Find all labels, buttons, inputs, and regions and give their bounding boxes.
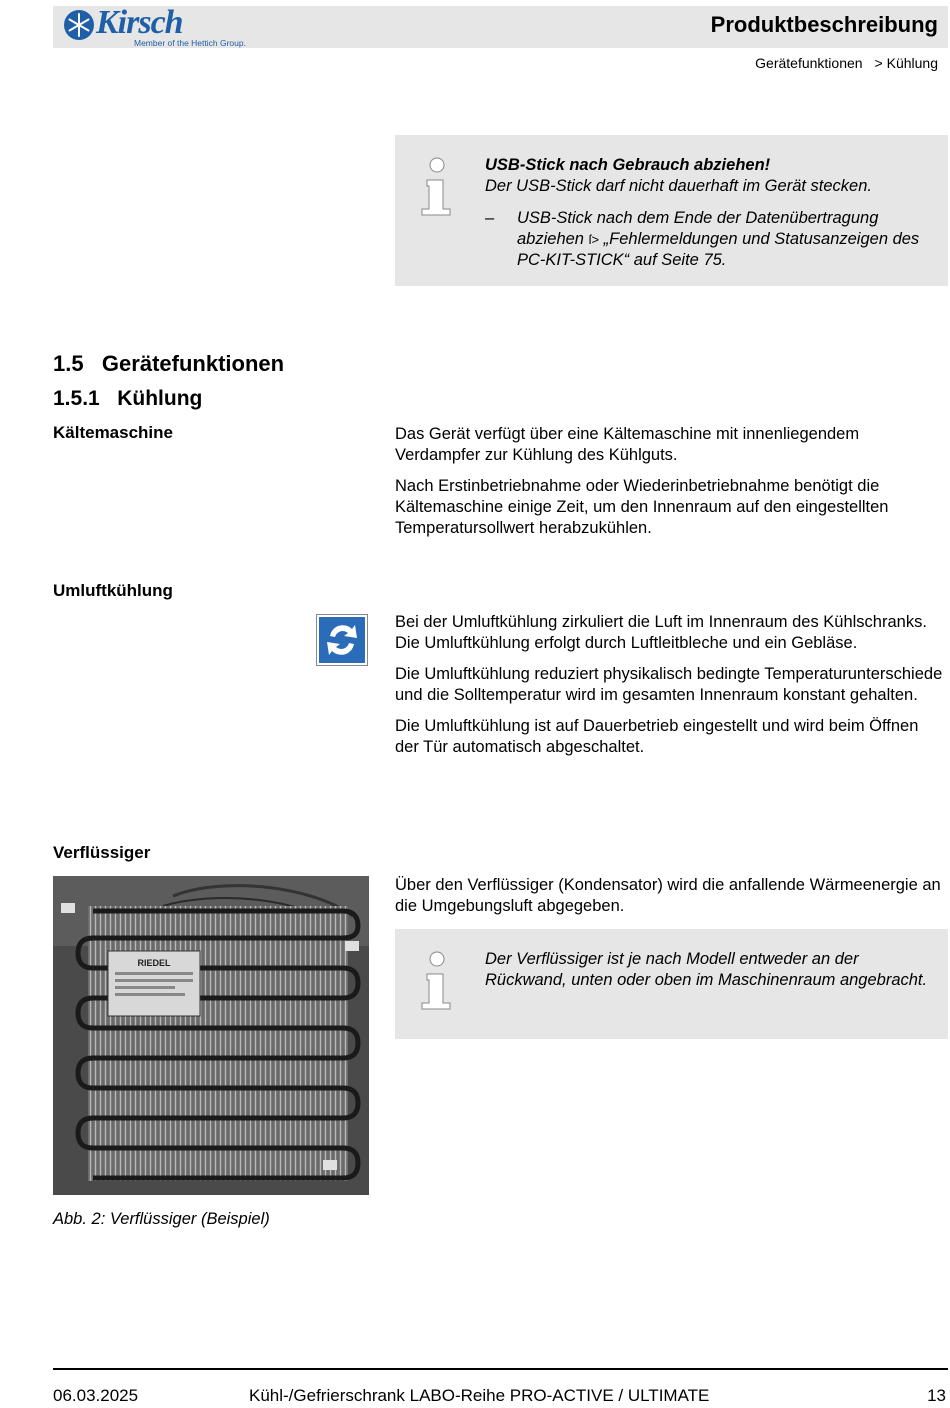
breadcrumb-item[interactable]: Gerätefunktionen bbox=[755, 55, 863, 71]
paragraph: Die Umluftkühlung reduziert physikalisch bedingte Temperaturunterschiede und die Solltemperatur wird im gesamten Innenraum konstant gehalten. bbox=[395, 665, 943, 704]
label-kaeltemaschine: Kältemaschine bbox=[53, 423, 173, 442]
photo-plate-label: RIEDEL bbox=[137, 958, 171, 968]
note-list-text: USB-Stick nach dem Ende der Datenübertragung abziehen bbox=[517, 209, 879, 248]
snowflake-logo-icon bbox=[62, 8, 96, 42]
paragraph: Bei der Umluftkühlung zirkuliert die Luft im Innenraum des Kühlschranks. Die Umluftkühlung erfolgt durch Luftleitbleche und ein Gebläse. bbox=[395, 613, 927, 652]
footer-date: 06.03.2025 bbox=[53, 1386, 139, 1405]
link-arrow-icon: ſ> bbox=[588, 232, 600, 247]
paragraph: Über den Verflüssiger (Kondensator) wird die anfallende Wärmeenergie an die Umgebungsluft abgegeben. bbox=[395, 876, 941, 915]
label-verfluessiger: Verflüssiger bbox=[53, 843, 151, 862]
note-body bbox=[485, 155, 940, 271]
note-list-item bbox=[485, 208, 940, 271]
note-text: Der Verflüssiger ist je nach Modell entweder an der Rückwand, unten oder oben im Maschinenraum angebracht. bbox=[485, 950, 928, 989]
info-icon bbox=[419, 157, 453, 217]
umluft-text bbox=[395, 612, 945, 768]
circulation-fan-icon bbox=[316, 614, 368, 666]
paragraph: Die Umluftkühlung ist auf Dauerbetrieb eingestellt und wird beim Öffnen der Tür automatisch abgeschaltet. bbox=[395, 717, 919, 756]
footer-product: Kühl-/Gefrierschrank LABO-Reihe PRO-ACTIVE / ULTIMATE bbox=[249, 1386, 710, 1405]
kirsch-logo bbox=[62, 4, 247, 48]
figure-caption: Abb. 2: Verflüssiger (Beispiel) bbox=[53, 1210, 270, 1228]
logo-text: Kirsch bbox=[96, 4, 183, 41]
info-note-verfluessiger bbox=[395, 929, 948, 1039]
breadcrumb-item[interactable]: > Kühlung bbox=[874, 55, 938, 71]
breadcrumb bbox=[755, 55, 938, 71]
paragraph: Nach Erstinbetriebnahme oder Wiederinbetriebnahme benötigt die Kältemaschine einige Zeit, um den Innenraum auf den eingestellten Temperatursollwert herabzukühlen. bbox=[395, 477, 889, 537]
verfluessiger-text bbox=[395, 875, 945, 927]
page-number: 13 bbox=[927, 1386, 946, 1405]
subsection-heading: 1.5.1 Kühlung bbox=[53, 387, 203, 410]
info-icon bbox=[419, 951, 453, 1011]
dash-bullet: – bbox=[485, 209, 495, 227]
logo-subtitle: Member of the Hettich Group. bbox=[134, 38, 246, 48]
label-umluftkuehlung: Umluftkühlung bbox=[53, 581, 173, 600]
kaeltemaschine-text bbox=[395, 424, 945, 549]
footer-divider bbox=[53, 1368, 948, 1370]
condenser-photo bbox=[53, 876, 369, 1195]
info-note-usb bbox=[395, 135, 948, 286]
page-title: Produktbeschreibung bbox=[710, 12, 938, 37]
section-heading: 1.5 Gerätefunktionen bbox=[53, 351, 285, 376]
note-title: USB-Stick nach Gebrauch abziehen! bbox=[485, 156, 771, 174]
paragraph: Das Gerät verfügt über eine Kältemaschine mit innenliegendem Verdampfer zur Kühlung des Kühlguts. bbox=[395, 425, 860, 464]
note-text: Der USB-Stick darf nicht dauerhaft im Gerät stecken. bbox=[485, 177, 872, 195]
cross-reference-link[interactable]: „Fehlermeldungen und Statusanzeigen des PC-KIT-STICK“ auf Seite 75. bbox=[517, 230, 920, 269]
